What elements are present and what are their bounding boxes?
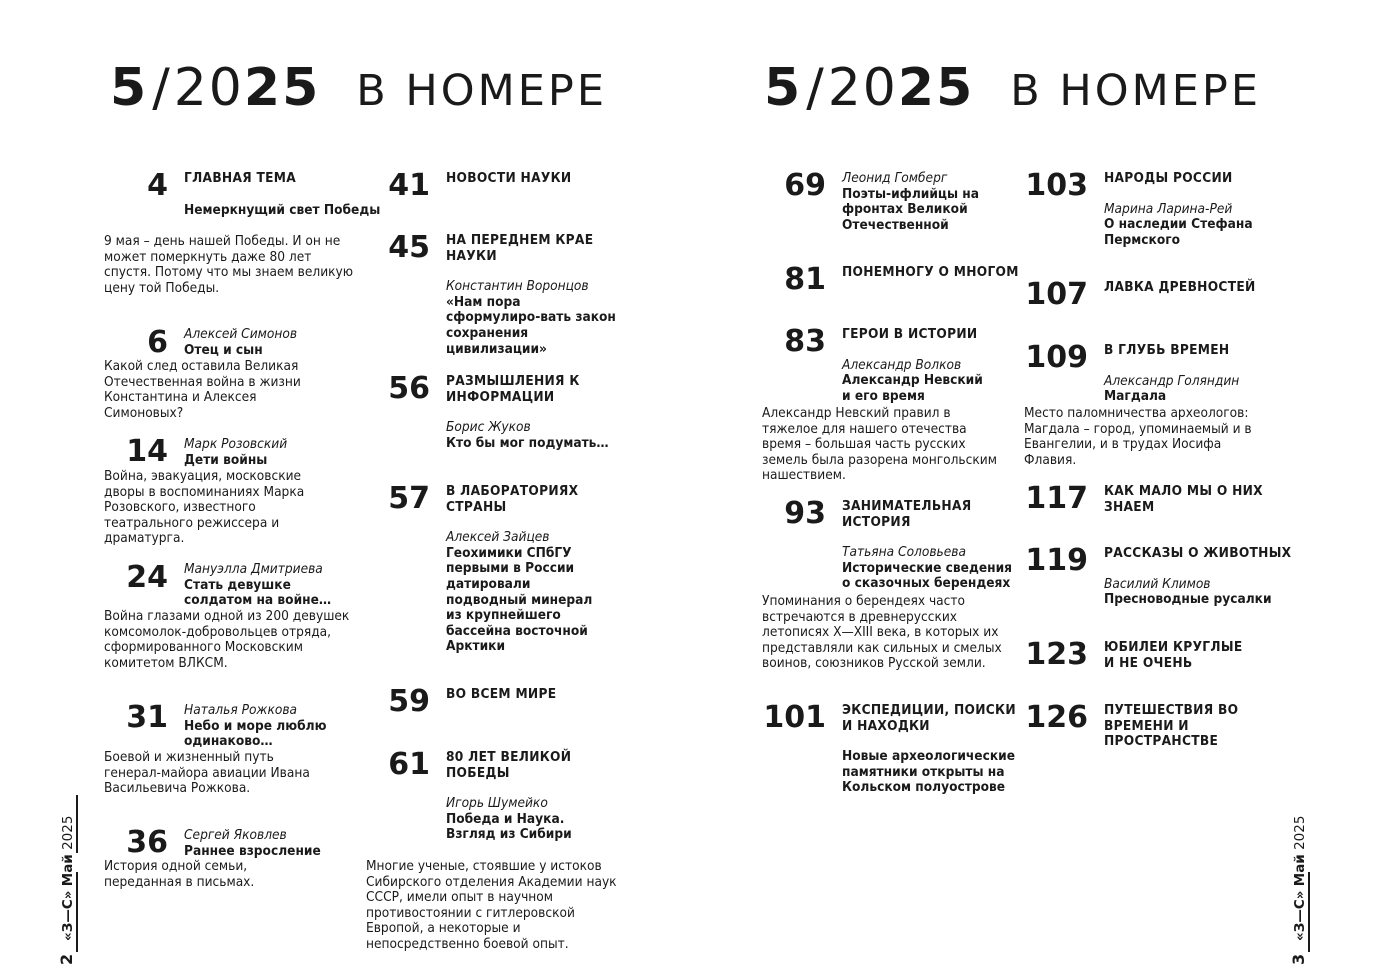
toc-page-number[interactable]: 14 [126, 434, 168, 469]
toc-section-title: ЮБИЛЕИ КРУГЛЫЕ И НЕ ОЧЕНЬ [1104, 639, 1243, 671]
toc-page-number[interactable]: 81 [784, 262, 826, 297]
issue-slash: / [806, 58, 824, 118]
toc-section-title: НАРОДЫ РОССИИ [1104, 170, 1233, 186]
toc-section-title: ПОНЕМНОГУ О МНОГОМ [842, 264, 1019, 280]
issue-number: 5 [764, 58, 803, 118]
issue-year-part: 25 [243, 58, 321, 118]
toc-page-number[interactable]: 61 [388, 747, 430, 782]
toc-section-title: НОВОСТИ НАУКИ [446, 170, 572, 186]
toc-author: Алексей Зайцев [446, 529, 550, 546]
toc-author: Наталья Рожкова [184, 702, 298, 718]
toc-page-number[interactable]: 101 [763, 700, 826, 735]
toc-description: Война, эвакуация, московские дворы в воспоминаниях Марка Розовского, известного театрального режиссера и драматурга. [104, 468, 305, 547]
issue-year-part: 20 [827, 58, 898, 118]
toc-author: Марк Розовский [184, 436, 288, 452]
toc-author: Леонид Гомберг [842, 170, 948, 186]
toc-description: Боевой и жизненный путь генерал-майора авиации Ивана Васильевича Рожкова. [104, 749, 310, 797]
toc-entry-text[interactable] [446, 484, 606, 655]
toc-page-number[interactable]: 93 [784, 496, 826, 531]
toc-page-number[interactable]: 83 [784, 324, 826, 359]
issue-number: 5 [110, 58, 149, 118]
toc-page-number[interactable]: 109 [1025, 340, 1088, 375]
toc-author: Игорь Шумейко [446, 795, 548, 812]
toc-page-number[interactable]: 45 [388, 230, 430, 265]
toc-author: Константин Воронцов [446, 278, 589, 295]
toc-entry-text[interactable] [446, 687, 666, 703]
toc-section-title: ЛАВКА ДРЕВНОСТЕЙ [1104, 279, 1256, 295]
in-issue-heading: В НОМЕРЕ [1010, 66, 1261, 116]
toc-article-title: Кто бы мог подумать… [446, 434, 609, 451]
page-footer-right [1290, 795, 1314, 965]
page-footer-left [58, 795, 82, 965]
issue-month: Май [1292, 854, 1308, 887]
toc-article-title: Раннее взросление [184, 842, 321, 859]
toc-page-number[interactable]: 56 [388, 371, 430, 406]
page-number: 2 [57, 953, 76, 965]
issue-year-part: 25 [897, 58, 975, 118]
toc-page-number[interactable]: 107 [1025, 277, 1088, 312]
toc-page-number[interactable]: 36 [126, 825, 168, 860]
toc-section-title: ГЕРОИ В ИСТОРИИ [842, 326, 978, 342]
issue-year: 2025 [1292, 815, 1308, 850]
magazine-name: «З—С» [1292, 890, 1308, 941]
toc-article-title: Александр Невский и его время [842, 372, 983, 404]
toc-section-title: ПУТЕШЕСТВИЯ ВО ВРЕМЕНИ И ПРОСТРАНСТВЕ [1104, 702, 1239, 750]
toc-page-number[interactable]: 4 [147, 168, 168, 203]
toc-section-title: КАК МАЛО МЫ О НИХ ЗНАЕМ [1104, 483, 1263, 515]
toc-article-title: Новые археологические памятники открыты на Кольском полуострове [842, 748, 1016, 796]
toc-page-number[interactable]: 59 [388, 684, 430, 719]
right-page [688, 0, 1375, 979]
issue-year-part: 20 [173, 58, 244, 118]
page-number: 3 [1289, 953, 1308, 965]
toc-article-title: Магдала [1104, 388, 1167, 405]
toc-page-number[interactable]: 103 [1025, 168, 1088, 203]
toc-entry-text[interactable] [1104, 484, 1274, 515]
toc-section-title: В ЛАБОРАТОРИЯХ СТРАНЫ [446, 483, 579, 515]
toc-entry-text[interactable] [184, 828, 404, 859]
toc-description: Какой след оставила Великая Отечественная война в жизни Константина и Алексея Симоновых? [104, 358, 301, 421]
toc-page-number[interactable]: 6 [147, 325, 168, 360]
toc-author: Сергей Яковлев [184, 827, 287, 843]
toc-entry-text[interactable] [446, 233, 616, 357]
toc-description: История одной семьи, переданная в письмах. [104, 858, 255, 890]
issue-slash: / [152, 58, 170, 118]
toc-page-number[interactable]: 126 [1025, 700, 1088, 735]
toc-entry-text[interactable] [184, 327, 404, 358]
toc-section-title: ЗАНИМАТЕЛЬНАЯ ИСТОРИЯ [842, 498, 972, 530]
toc-article-title: «Нам пора сформулиро-вать закон сохранения цивилизации» [446, 293, 616, 357]
toc-section-title: 80 ЛЕТ ВЕЛИКОЙ ПОБЕДЫ [446, 749, 572, 781]
toc-author: Татьяна Соловьева [842, 544, 966, 561]
toc-page-number[interactable]: 119 [1025, 543, 1088, 578]
toc-article-title: Поэты-ифлийцы на фронтах Великой Отечественной [842, 185, 979, 233]
toc-section-title: НА ПЕРЕДНЕМ КРАЕ НАУКИ [446, 232, 594, 264]
toc-author: Александр Голяндин [1104, 372, 1240, 389]
toc-article-title: Немеркнущий свет Победы [184, 201, 381, 218]
toc-entry-text[interactable] [446, 171, 666, 187]
toc-article-title: Небо и море люблю одинаково… [184, 717, 327, 750]
toc-article-title: О наследии Стефана Пермского [1104, 216, 1253, 248]
toc-section-title: ГЛАВНАЯ ТЕМА [184, 170, 297, 186]
issue-year: 2025 [60, 815, 76, 850]
toc-section-title: В ГЛУБЬ ВРЕМЕН [1104, 342, 1230, 358]
toc-entry-text[interactable] [184, 562, 359, 609]
toc-article-title: Стать девушке солдатом на войне… [184, 576, 332, 609]
toc-section-title: ВО ВСЕМ МИРЕ [446, 686, 557, 702]
toc-description: Александр Невский правил в тяжелое для нашего отечества время – большая часть русских земель была разорена монгольским нашествием. [762, 405, 997, 484]
toc-entry-text[interactable] [1104, 343, 1274, 405]
issue-header [110, 58, 607, 118]
toc-article-title: Дети войны [184, 451, 268, 468]
toc-description: Место паломничества археологов: Магдала – город, упоминаемый и в Евангелии, и в трудах Иосифа Флавия. [1024, 405, 1252, 468]
toc-entry-text[interactable] [1104, 703, 1244, 750]
toc-description: 9 мая – день нашей Победы. И он не может померкнуть даже 80 лет спустя. Потому что мы знаем великую цену той Победы. [104, 233, 354, 296]
toc-entry-text[interactable] [1104, 280, 1324, 296]
toc-page-number[interactable]: 69 [784, 168, 826, 203]
toc-article-title: Победа и Наука. Взгляд из Сибири [446, 810, 572, 843]
toc-entry-text[interactable] [446, 750, 616, 843]
toc-page-number[interactable]: 57 [388, 481, 430, 516]
toc-section-title: РАЗМЫШЛЕНИЯ К ИНФОРМАЦИИ [446, 373, 580, 405]
toc-description: Упоминания о берендеях часто встречаются в древнерусских летописях X—XIII века, в которых их представляли как сильных и смелых воинов, союзников Русской земли. [762, 593, 1002, 672]
toc-entry-text[interactable] [1104, 546, 1294, 608]
toc-section-title: ЭКСПЕДИЦИИ, ПОИСКИ И НАХОДКИ [842, 702, 1016, 734]
toc-author: Борис Жуков [446, 419, 531, 436]
left-page [0, 0, 687, 979]
issue-header [764, 58, 1261, 118]
toc-article-title: Исторические сведения о сказочных берендеях [842, 559, 1012, 592]
toc-page-number[interactable]: 41 [388, 168, 430, 203]
toc-author: Мануэлла Дмитриева [184, 561, 323, 577]
toc-description: Многие ученые, стоявшие у истоков Сибирского отделения Академии наук СССР, имели опыт в научном противостоянии с гитлеровской Европой, а некоторые и непосредственно боевой опыт. [366, 858, 617, 952]
toc-page-number[interactable]: 24 [126, 560, 168, 595]
toc-entry-text[interactable] [1104, 171, 1264, 248]
toc-entry-text[interactable] [1104, 640, 1254, 671]
toc-author: Алексей Симонов [184, 326, 298, 342]
toc-page-number[interactable]: 123 [1025, 637, 1088, 672]
toc-author: Александр Волков [842, 356, 962, 373]
toc-entry-text[interactable] [446, 374, 616, 451]
toc-entry-text[interactable] [184, 437, 404, 468]
in-issue-heading: В НОМЕРЕ [356, 66, 607, 116]
toc-page-number[interactable]: 31 [126, 700, 168, 735]
toc-author: Василий Климов [1104, 575, 1211, 592]
issue-month: Май [60, 854, 76, 887]
magazine-name: «З—С» [60, 890, 76, 941]
toc-description: Война глазами одной из 200 девушек комсомолок-добровольцев отряда, сформированного Московским комитетом ВЛКСМ. [104, 608, 350, 671]
toc-page-number[interactable]: 117 [1025, 481, 1088, 516]
toc-article-title: Геохимики СПбГУ первыми в России датировали подводный минерал из крупнейшего бассейна восточной Арктики [446, 544, 593, 655]
toc-section-title: РАССКАЗЫ О ЖИВОТНЫХ [1104, 545, 1292, 561]
toc-article-title: Отец и сын [184, 341, 263, 358]
toc-author: Марина Ларина-Рей [1104, 200, 1233, 217]
toc-article-title: Пресноводные русалки [1104, 591, 1272, 608]
